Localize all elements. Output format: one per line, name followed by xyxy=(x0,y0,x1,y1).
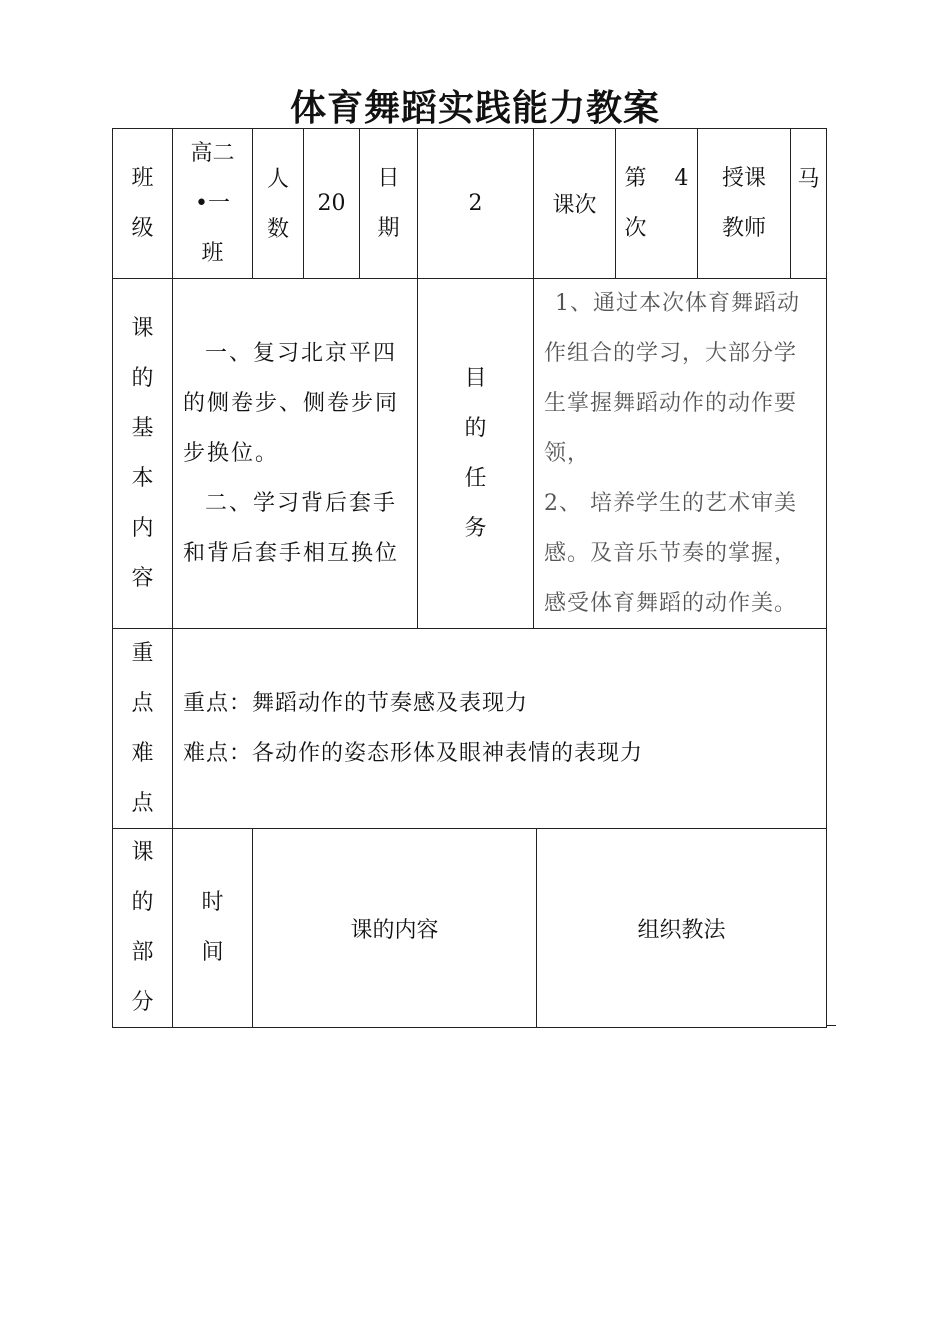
time-label-cell xyxy=(172,828,253,1028)
count-label: 人数 xyxy=(266,167,289,242)
lesson-value: 第 4 次 xyxy=(624,165,689,241)
method-label-cell xyxy=(536,828,827,1028)
teacher-value: 马 xyxy=(797,167,820,192)
date-value: 2 xyxy=(468,191,483,216)
class-value: 高二•一班 xyxy=(190,140,235,266)
date-label-cell xyxy=(359,128,418,279)
class-label: 班级 xyxy=(131,165,154,241)
count-label-cell xyxy=(252,128,304,279)
method-label: 组织教法 xyxy=(637,917,726,943)
lesson-content-label-cell xyxy=(252,828,537,1028)
content-label-cell xyxy=(112,278,173,629)
keypoints-text-cell xyxy=(172,628,827,829)
goal-label: 目的任务 xyxy=(464,365,487,541)
part-label-cell xyxy=(112,828,173,1028)
content-line-1: 一、复习北京平四的侧卷步、侧卷步同步换位。 xyxy=(183,340,400,466)
content-text-cell xyxy=(172,278,418,629)
goal-line-1: 1、通过本次体育舞蹈动作组合的学习，大部分学生掌握舞蹈动作的动作要领， xyxy=(544,290,800,466)
count-value: 20 xyxy=(317,191,346,216)
difficult-point: 难点：各动作的姿态形体及眼神表情的表现力 xyxy=(183,740,644,766)
class-value-cell xyxy=(172,128,253,279)
keypoints-label: 重点难点 xyxy=(131,640,154,816)
goal-label-cell xyxy=(417,278,534,629)
lesson-content-label: 课的内容 xyxy=(350,917,439,943)
count-value-cell xyxy=(303,128,360,279)
goal-line-2: 2、 培养学生的艺术审美感。及音乐节奏的掌握，感受体育舞蹈的动作美。 xyxy=(544,490,798,616)
content-label: 课的基本内容 xyxy=(131,315,154,591)
table-edge-mark xyxy=(826,1025,836,1026)
class-label-cell xyxy=(112,128,173,279)
page-title: 体育舞蹈实践能力教案 xyxy=(289,88,660,129)
content-line-2: 二、学习背后套手和背后套手相互换位 xyxy=(183,490,400,566)
lesson-label: 课次 xyxy=(552,193,597,218)
date-value-cell xyxy=(417,128,534,279)
lesson-value-cell xyxy=(615,128,698,279)
key-point: 重点：舞蹈动作的节奏感及表现力 xyxy=(183,690,529,716)
part-label: 课的部分 xyxy=(131,840,154,1015)
goal-text xyxy=(544,279,816,629)
goal-text-cell xyxy=(533,278,827,629)
lesson-label-cell xyxy=(533,128,616,279)
date-label: 日期 xyxy=(377,165,400,241)
time-label: 时间 xyxy=(201,890,224,965)
teacher-value-cell xyxy=(790,128,827,279)
content-text xyxy=(183,329,407,579)
keypoints-text xyxy=(183,679,643,779)
keypoints-label-cell xyxy=(112,628,173,829)
teacher-label: 授课教师 xyxy=(721,165,766,241)
teacher-label-cell xyxy=(697,128,791,279)
